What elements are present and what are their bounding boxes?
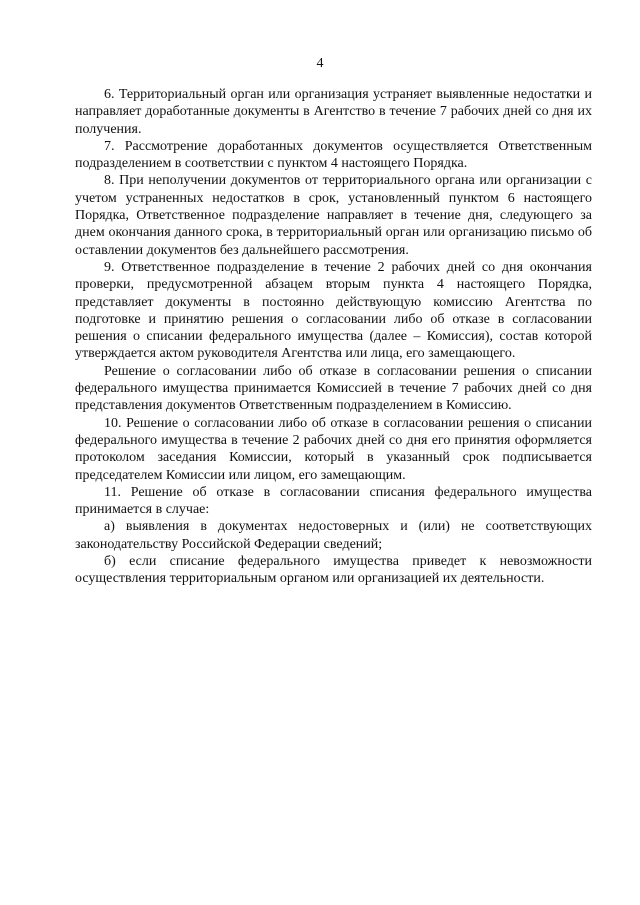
paragraph-11-a: а) выявления в документах недостоверных и (или) не соответствующих законодательству Российской Федерации сведений; [75,519,592,552]
paragraph-6: 6. Территориальный орган или организация устраняет выявленные недостатки и направляет доработанные документы в Агентство в течение 7 рабочих дней со дня их получения. [75,87,592,137]
paragraph-8: 8. При неполучении документов от территориального органа или организации с учетом устраненных недостатков в срок, установленный пунктом 6 настоящего Порядка, Ответственное подразделение направляет в течение дня, следующего за днем окончания данного срока, в территориальный орган или организацию письмо об оставлении документов без дальнейшего рассмотрения. [75,173,592,258]
paragraph-10: 10. Решение о согласовании либо об отказе в согласовании решения о списании федерального имущества в течение 2 рабочих дней со дня его принятия оформляется протоколом заседания Комиссии, который в указанный срок подписывается председателем Комиссии или лицом, его замещающим. [75,415,592,483]
document-body [75,86,592,588]
paragraph-9-decision: Решение о согласовании либо об отказе в согласовании решения о списании федерального имущества принимается Комиссией в течение 7 рабочих дней со дня представления документов Ответственным подразделением в Комиссию. [75,363,592,414]
paragraph-9: 9. Ответственное подразделение в течение 2 рабочих дней со дня окончания проверки, предусмотренной абзацем вторым пункта 4 настоящего Порядка, представляет документы в постоянно действующую комиссию Агентства по подготовке и принятию решения о согласовании либо об отказе в согласовании решения о списании федерального имущества (далее – Комиссия), состав которой утверждается актом руководителя Агентства или лица, его замещающего. [75,259,592,362]
paragraph-11: 11. Решение об отказе в согласовании списания федерального имущества принимается в случае: [75,484,592,518]
paragraph-7: 7. Рассмотрение доработанных документов осуществляется Ответственным подразделением в соответствии с пунктом 4 настоящего Порядка. [75,138,592,172]
paragraph-11-b: б) если списание федерального имущества приведет к невозможности осуществления территориальным органом или организацией их деятельности. [75,554,592,587]
page-number: 4 [316,56,324,71]
